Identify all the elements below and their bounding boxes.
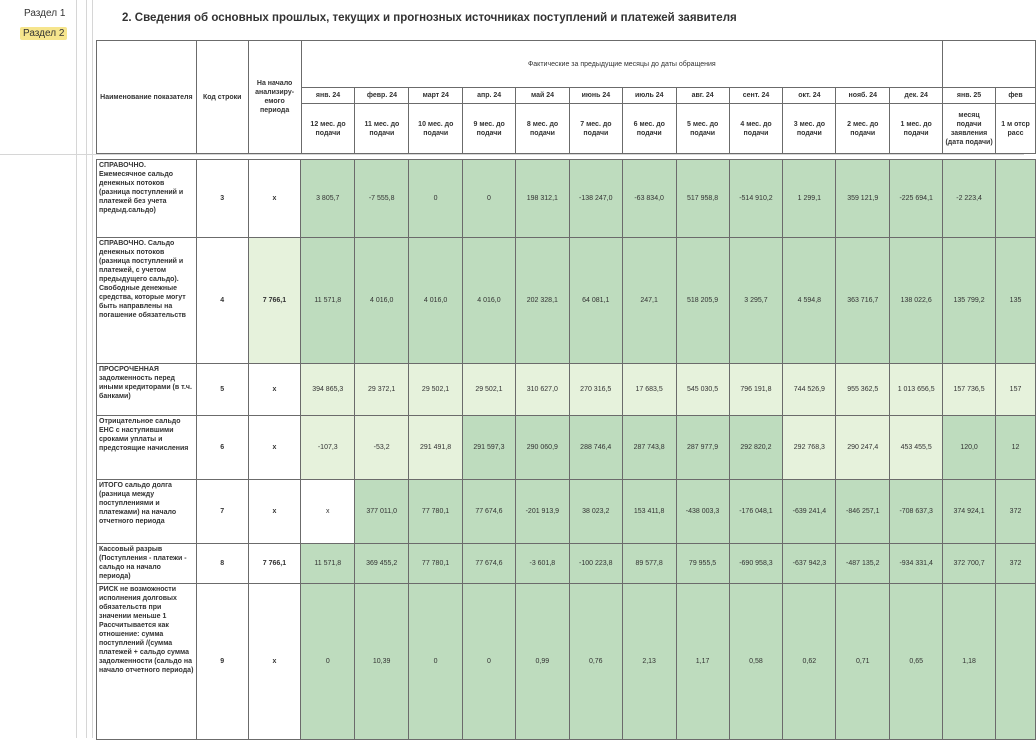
- value-cell[interactable]: 247,1: [622, 238, 676, 364]
- header-sub-period: 9 мес. до подачи: [463, 104, 516, 154]
- header-month: апр. 24: [463, 88, 516, 104]
- value-cell[interactable]: 89 577,8: [622, 544, 676, 584]
- header-sub-period: месяц подачи заявления (дата подачи): [943, 104, 996, 154]
- header-sub-period: 7 мес. до подачи: [569, 104, 622, 154]
- value-cell[interactable]: 11 571,8: [301, 238, 355, 364]
- value-cell[interactable]: x: [301, 480, 355, 544]
- row-code: 4: [196, 238, 248, 364]
- table-row: [97, 480, 1036, 544]
- value-cell[interactable]: 545 030,5: [676, 364, 729, 416]
- value-cell[interactable]: 29 502,1: [463, 364, 516, 416]
- value-cell[interactable]: 4 594,8: [783, 238, 836, 364]
- value-cell[interactable]: 77 780,1: [409, 544, 463, 584]
- row-code: 8: [196, 544, 248, 584]
- row-name: ИТОГО сальдо долга (разница между поступлениями и платежами) на начало отчетного периода: [97, 480, 197, 544]
- header-month: март 24: [409, 88, 463, 104]
- value-cell[interactable]: 120,0: [943, 416, 996, 480]
- row-code: 6: [196, 416, 248, 480]
- row-name: ПРОСРОЧЕННАЯ задолженность перед иными кредиторами (в т.ч. банками): [97, 364, 197, 416]
- header-sub-period: 5 мес. до подачи: [676, 104, 729, 154]
- header-sub-period: 10 мес. до подачи: [409, 104, 463, 154]
- value-cell[interactable]: 363 716,7: [836, 238, 890, 364]
- value-cell[interactable]: 198 312,1: [515, 160, 569, 238]
- value-cell[interactable]: -514 910,2: [729, 160, 783, 238]
- value-cell[interactable]: 11 571,8: [301, 544, 355, 584]
- value-cell[interactable]: 153 411,8: [622, 480, 676, 544]
- report-table-header: [96, 40, 1036, 154]
- value-cell[interactable]: -690 958,3: [729, 544, 783, 584]
- header-month: июль 24: [622, 88, 676, 104]
- value-cell[interactable]: -934 331,4: [890, 544, 943, 584]
- header-code: Код строки: [196, 41, 248, 154]
- value-cell[interactable]: 0,65: [890, 584, 943, 740]
- value-cell[interactable]: 1,17: [676, 584, 729, 740]
- table-row: [97, 238, 1036, 364]
- value-cell[interactable]: 372 700,7: [943, 544, 996, 584]
- value-cell[interactable]: 369 455,2: [355, 544, 409, 584]
- value-cell[interactable]: 287 743,8: [622, 416, 676, 480]
- sidebar-item-section-1[interactable]: Раздел 1: [24, 8, 66, 19]
- value-cell[interactable]: 0,62: [783, 584, 836, 740]
- value-cell[interactable]: 0: [409, 160, 463, 238]
- value-cell[interactable]: 374 924,1: [943, 480, 996, 544]
- value-cell[interactable]: 0,58: [729, 584, 783, 740]
- value-cell[interactable]: -3 601,8: [515, 544, 569, 584]
- header-month: дек. 24: [890, 88, 943, 104]
- value-cell[interactable]: 157 736,5: [943, 364, 996, 416]
- header-sub-period: 11 мес. до подачи: [355, 104, 409, 154]
- header-month: сент. 24: [729, 88, 783, 104]
- value-cell[interactable]: 4 016,0: [409, 238, 463, 364]
- value-cell[interactable]: 288 746,4: [569, 416, 622, 480]
- header-month: февр. 24: [355, 88, 409, 104]
- table-row: [97, 416, 1036, 480]
- header-month: авг. 24: [676, 88, 729, 104]
- header-sub-period: 8 мес. до подачи: [516, 104, 570, 154]
- value-cell[interactable]: 359 121,9: [836, 160, 890, 238]
- value-cell[interactable]: -63 834,0: [622, 160, 676, 238]
- sidebar: [0, 0, 77, 738]
- value-cell[interactable]: 517 958,8: [676, 160, 729, 238]
- header-group-next: [943, 41, 1036, 88]
- row-start-value[interactable]: x: [248, 480, 301, 544]
- value-cell[interactable]: [996, 584, 1036, 740]
- value-cell[interactable]: -7 555,8: [355, 160, 409, 238]
- value-cell[interactable]: 77 674,6: [463, 480, 516, 544]
- value-cell[interactable]: -639 241,4: [783, 480, 836, 544]
- header-sub-period: 6 мес. до подачи: [622, 104, 676, 154]
- value-cell[interactable]: 0: [463, 160, 516, 238]
- value-cell[interactable]: 4 016,0: [355, 238, 409, 364]
- value-cell[interactable]: 29 372,1: [355, 364, 409, 416]
- value-cell[interactable]: 372: [996, 480, 1036, 544]
- value-cell[interactable]: 135: [996, 238, 1036, 364]
- table-row: [97, 544, 1036, 584]
- value-cell[interactable]: 955 362,5: [836, 364, 890, 416]
- value-cell[interactable]: 0,99: [515, 584, 569, 740]
- value-cell[interactable]: 10,39: [355, 584, 409, 740]
- value-cell[interactable]: 744 526,9: [783, 364, 836, 416]
- value-cell[interactable]: 1 013 656,5: [890, 364, 943, 416]
- value-cell[interactable]: 291 491,8: [409, 416, 463, 480]
- value-cell[interactable]: 0: [301, 584, 355, 740]
- value-cell[interactable]: -708 637,3: [890, 480, 943, 544]
- row-start-value[interactable]: x: [248, 416, 301, 480]
- row-start-value[interactable]: x: [248, 364, 301, 416]
- header-group-actual: Фактические за предыдущие месяцы до даты обращения: [301, 41, 943, 88]
- value-cell[interactable]: -438 003,3: [676, 480, 729, 544]
- header-sub-period: 1 мес. до подачи: [890, 104, 943, 154]
- value-cell[interactable]: -138 247,0: [569, 160, 622, 238]
- value-cell[interactable]: -487 135,2: [836, 544, 890, 584]
- row-start-value[interactable]: 7 766,1: [248, 238, 301, 364]
- value-cell[interactable]: 2,13: [622, 584, 676, 740]
- value-cell[interactable]: -201 913,9: [515, 480, 569, 544]
- value-cell[interactable]: 453 455,5: [890, 416, 943, 480]
- value-cell[interactable]: 394 865,3: [301, 364, 355, 416]
- value-cell[interactable]: 135 799,2: [943, 238, 996, 364]
- value-cell[interactable]: 12: [996, 416, 1036, 480]
- header-sub-period: 1 м отср расс: [996, 104, 1036, 154]
- value-cell[interactable]: -2 223,4: [943, 160, 996, 238]
- value-cell[interactable]: [996, 160, 1036, 238]
- value-cell[interactable]: -846 257,1: [836, 480, 890, 544]
- header-start: На начало анализиру-емого периода: [248, 41, 301, 154]
- header-sub-period: 12 мес. до подачи: [301, 104, 355, 154]
- value-cell[interactable]: -637 942,3: [783, 544, 836, 584]
- row-code: 7: [196, 480, 248, 544]
- value-cell[interactable]: 291 597,3: [463, 416, 516, 480]
- value-cell[interactable]: -176 048,1: [729, 480, 783, 544]
- row-start-value[interactable]: 7 766,1: [248, 544, 301, 584]
- value-cell[interactable]: 0,76: [569, 584, 622, 740]
- header-month: нояб. 24: [836, 88, 890, 104]
- value-cell[interactable]: 372: [996, 544, 1036, 584]
- value-cell[interactable]: 518 205,9: [676, 238, 729, 364]
- value-cell[interactable]: 77 780,1: [409, 480, 463, 544]
- value-cell[interactable]: 79 955,5: [676, 544, 729, 584]
- header-name: Наименование показателя: [97, 41, 197, 154]
- page-title: 2. Сведения об основных прошлых, текущих и прогнозных источниках поступлений и платежей заявителя: [122, 12, 737, 24]
- value-cell[interactable]: 64 081,1: [569, 238, 622, 364]
- table-row: [97, 584, 1036, 740]
- report-table-body: [96, 159, 1036, 740]
- value-cell[interactable]: 287 977,9: [676, 416, 729, 480]
- header-sub-period: 2 мес. до подачи: [836, 104, 890, 154]
- header-sub-period: 4 мес. до подачи: [729, 104, 783, 154]
- sidebar-item-section-2[interactable]: Раздел 2: [20, 27, 67, 40]
- row-name: СПРАВОЧНО. Сальдо денежных потоков (разница поступлений и платежей, с учетом предыдущего сальдо). Свободные денежные средства, которые могут быть направлены на погашение обязательств: [97, 238, 197, 364]
- value-cell[interactable]: 0: [409, 584, 463, 740]
- row-name: РИСК не возможности исполнения долговых обязательств при значении меньше 1 Рассчитывается как отношение: сумма поступлений /(сумма платежей + сальдо сумма задолженности (сальдо на начало отчетного периода): [97, 584, 197, 740]
- table-row: [97, 160, 1036, 238]
- header-month: фев: [996, 88, 1036, 104]
- row-start-value[interactable]: x: [248, 160, 301, 238]
- row-name: Отрицательное сальдо ЕНС с наступившими сроками уплаты и предстоящие начисления: [97, 416, 197, 480]
- value-cell[interactable]: 4 016,0: [463, 238, 516, 364]
- value-cell[interactable]: 0: [463, 584, 516, 740]
- report-table-area: [96, 40, 1036, 738]
- value-cell[interactable]: 1,18: [943, 584, 996, 740]
- value-cell[interactable]: 1 299,1: [783, 160, 836, 238]
- value-cell[interactable]: 290 247,4: [836, 416, 890, 480]
- value-cell[interactable]: 290 060,9: [515, 416, 569, 480]
- value-cell[interactable]: 270 316,5: [569, 364, 622, 416]
- row-name: Кассовый разрыв (Поступления - платежи - сальдо на начало периода): [97, 544, 197, 584]
- row-code: 9: [196, 584, 248, 740]
- value-cell[interactable]: 38 023,2: [569, 480, 622, 544]
- value-cell[interactable]: -107,3: [301, 416, 355, 480]
- value-cell[interactable]: 377 011,0: [355, 480, 409, 544]
- value-cell[interactable]: 292 768,3: [783, 416, 836, 480]
- header-month: окт. 24: [783, 88, 836, 104]
- value-cell[interactable]: 3 805,7: [301, 160, 355, 238]
- header-month: май 24: [516, 88, 570, 104]
- value-cell[interactable]: 3 295,7: [729, 238, 783, 364]
- value-cell[interactable]: 17 683,5: [622, 364, 676, 416]
- value-cell[interactable]: -225 694,1: [890, 160, 943, 238]
- table-row: [97, 364, 1036, 416]
- value-cell[interactable]: 138 022,6: [890, 238, 943, 364]
- value-cell[interactable]: 77 674,6: [463, 544, 516, 584]
- row-name: СПРАВОЧНО. Ежемесячное сальдо денежных потоков (разница поступлений и платежей без учета предыд.сальдо): [97, 160, 197, 238]
- value-cell[interactable]: 202 328,1: [515, 238, 569, 364]
- value-cell[interactable]: 796 191,8: [729, 364, 783, 416]
- row-start-value[interactable]: x: [248, 584, 301, 740]
- row-code: 3: [196, 160, 248, 238]
- value-cell[interactable]: -100 223,8: [569, 544, 622, 584]
- header-month: янв. 25: [943, 88, 996, 104]
- value-cell[interactable]: 292 820,2: [729, 416, 783, 480]
- value-cell[interactable]: 157: [996, 364, 1036, 416]
- value-cell[interactable]: 29 502,1: [409, 364, 463, 416]
- header-sub-period: 3 мес. до подачи: [783, 104, 836, 154]
- value-cell[interactable]: 0,71: [836, 584, 890, 740]
- header-month: июнь 24: [569, 88, 622, 104]
- value-cell[interactable]: 310 627,0: [515, 364, 569, 416]
- header-month: янв. 24: [301, 88, 355, 104]
- row-code: 5: [196, 364, 248, 416]
- value-cell[interactable]: -53,2: [355, 416, 409, 480]
- gutter-divider: [86, 0, 93, 738]
